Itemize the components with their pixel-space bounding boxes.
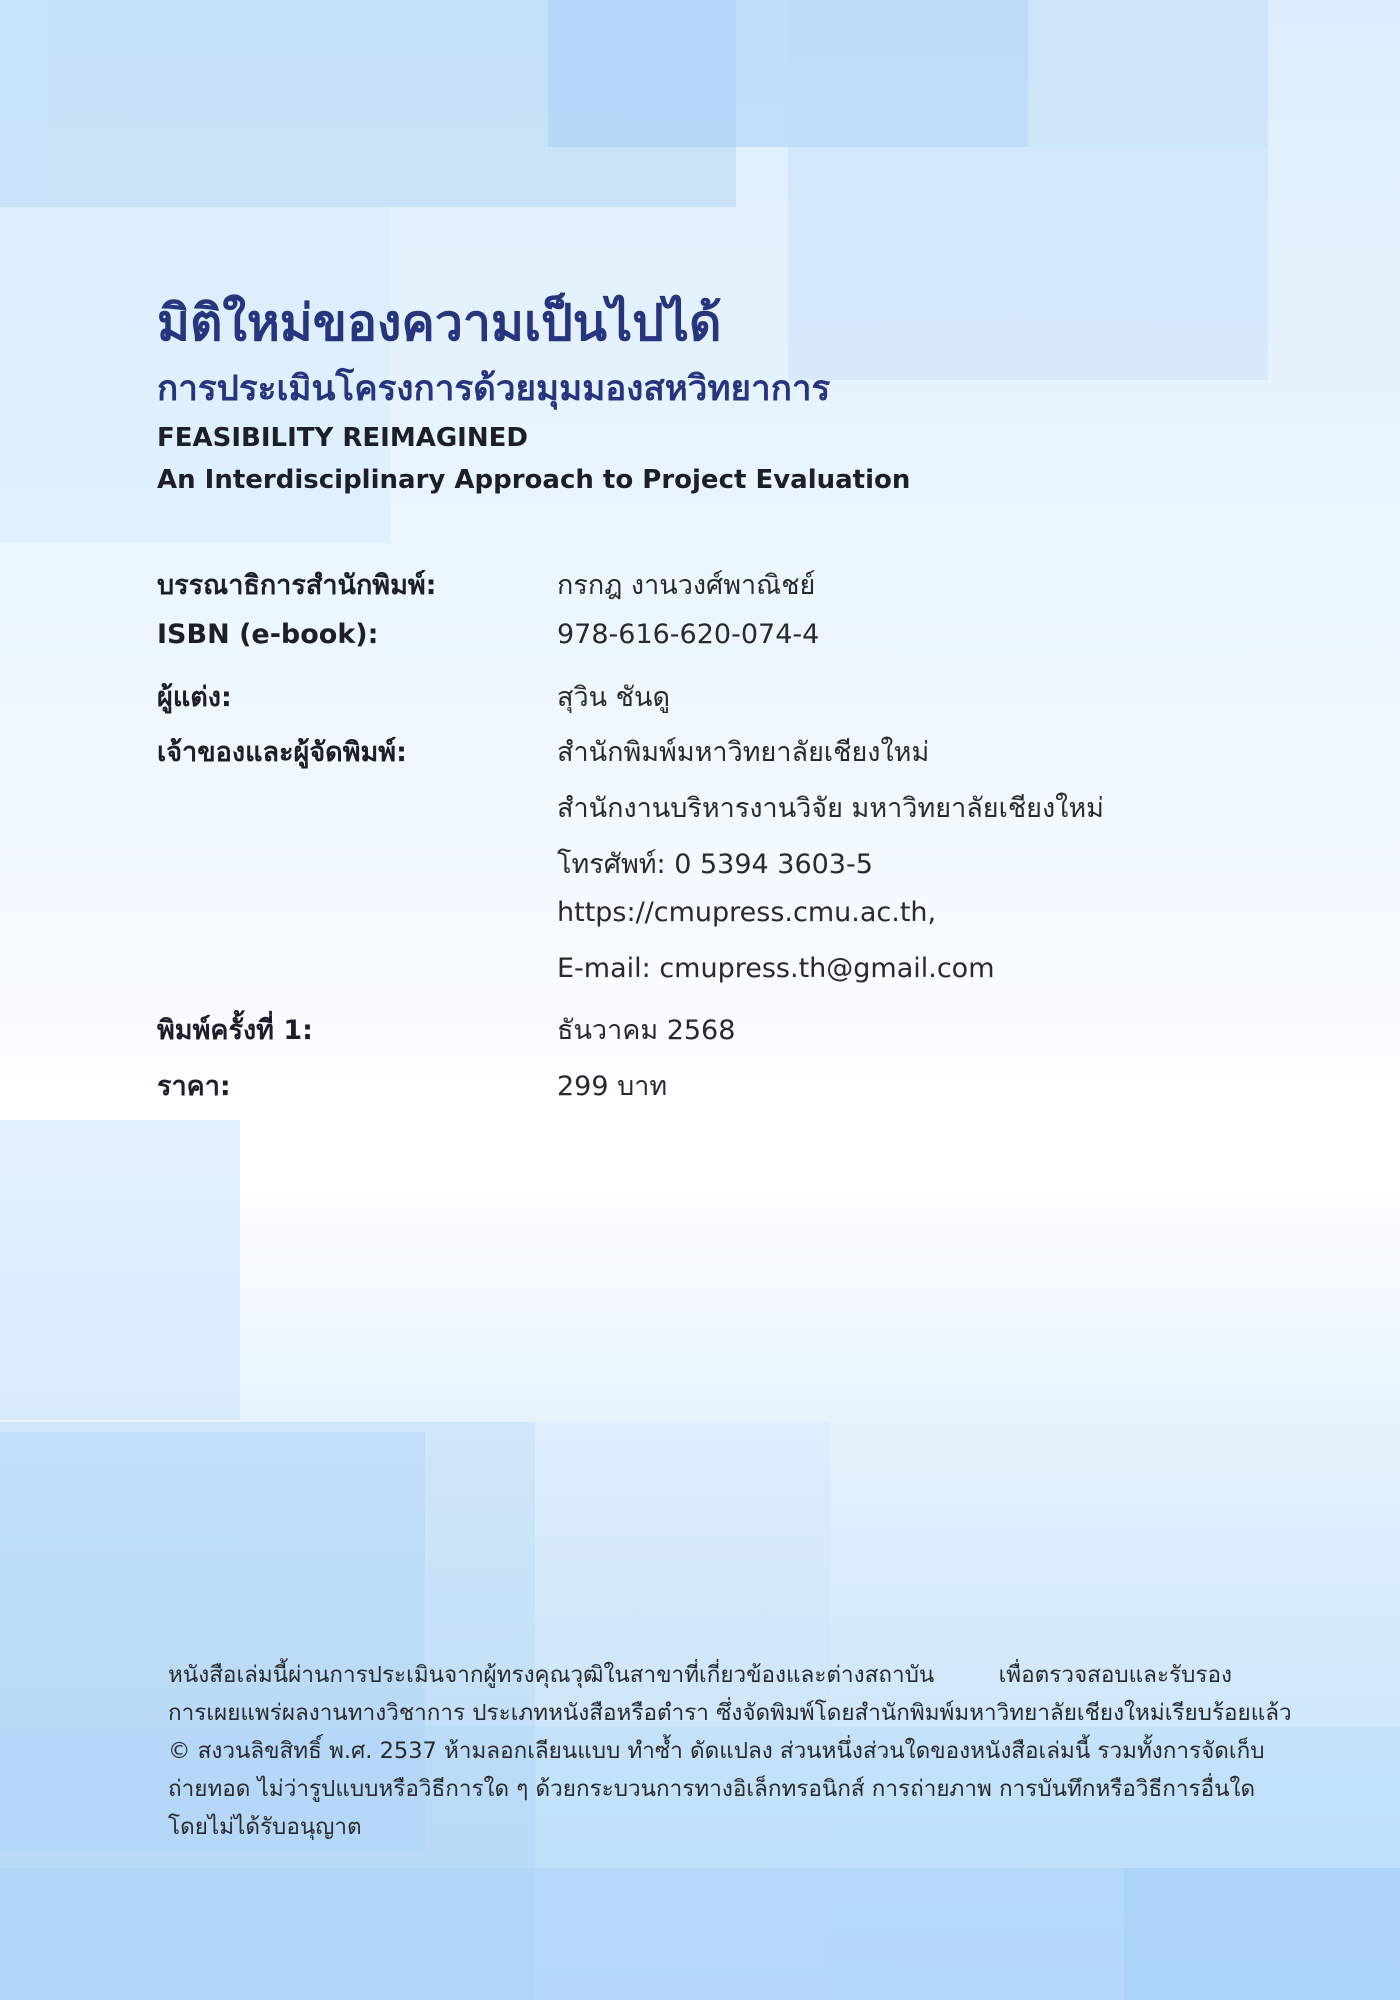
info-row-publisher-office <box>0 786 1400 826</box>
copyright-line: หนังสือเล่มนี้ผ่านการประเมินจากผู้ทรงคุณวุฒิในสาขาที่เกี่ยวข้องและต่างสถาบัน เพื่อตรวจสอบและรับรอง <box>168 1662 1232 1688</box>
info-value: กรกฎ งานวงศ์พาณิชย์ <box>557 570 816 601</box>
info-value: 978-616-620-074-4 <box>557 619 820 650</box>
book-title-thai: มิติใหม่ของความเป็นไปได้ <box>157 294 722 352</box>
info-row-phone <box>0 842 1400 882</box>
copyright-line: โดยไม่ได้รับอนุญาต <box>168 1814 362 1840</box>
info-label: ผู้แต่ง: <box>157 682 232 713</box>
book-subtitle-english: An Interdisciplinary Approach to Project Evaluation <box>157 465 911 495</box>
copyright-line: การเผยแพร่ผลงานทางวิชาการ ประเภทหนังสือหรือตำรา ซึ่งจัดพิมพ์โดยสำนักพิมพ์มหาวิทยาลัยเชียงใหม่เรียบร้อยแล้ว <box>168 1700 1292 1726</box>
book-title-english: FEASIBILITY REIMAGINED <box>157 423 528 453</box>
info-value: https://cmupress.cmu.ac.th, <box>557 897 937 928</box>
info-row-email <box>0 953 1400 993</box>
info-value: สำนักงานบริหารงานวิจัย มหาวิทยาลัยเชียงใหม่ <box>557 793 1104 824</box>
info-row-website <box>0 897 1400 937</box>
copyright-line: © สงวนลิขสิทธิ์ พ.ศ. 2537 ห้ามลอกเลียนแบบ ทำซ้ำ ดัดแปลง ส่วนหนึ่งส่วนใดของหนังสือเล่มนี้ รวมทั้งการจัดเก็บ <box>168 1738 1265 1764</box>
info-row-publisher <box>0 730 1400 770</box>
info-row-price <box>0 1064 1400 1104</box>
book-subtitle-thai: การประเมินโครงการด้วยมุมมองสหวิทยาการ <box>157 369 831 409</box>
info-value: โทรศัพท์: 0 5394 3603-5 <box>557 849 873 880</box>
info-label: พิมพ์ครั้งที่ 1: <box>157 1015 313 1046</box>
info-label: เจ้าของและผู้จัดพิมพ์: <box>157 737 407 768</box>
info-value: สำนักพิมพ์มหาวิทยาลัยเชียงใหม่ <box>557 737 930 768</box>
info-label: ราคา: <box>157 1071 231 1102</box>
info-label: บรรณาธิการสำนักพิมพ์: <box>157 570 437 601</box>
info-row-editor <box>0 563 1400 603</box>
copyright-line: ถ่ายทอด ไม่ว่ารูปแบบหรือวิธีการใด ๆ ด้วยกระบวนการทางอิเล็กทรอนิกส์ การถ่ายภาพ การบันทึกหรือวิธีการอื่นใด <box>168 1776 1256 1802</box>
info-value: 299 บาท <box>557 1071 668 1102</box>
info-value: สุวิน ชันดู <box>557 682 670 713</box>
info-value: E-mail: cmupress.th@gmail.com <box>557 953 995 984</box>
copyright-notice <box>168 1656 1292 1846</box>
info-row-author <box>0 675 1400 715</box>
info-value: ธันวาคม 2568 <box>557 1015 736 1046</box>
info-label: ISBN (e-book): <box>157 619 379 650</box>
info-row-first-printing <box>0 1008 1400 1048</box>
info-row-isbn <box>0 619 1400 659</box>
